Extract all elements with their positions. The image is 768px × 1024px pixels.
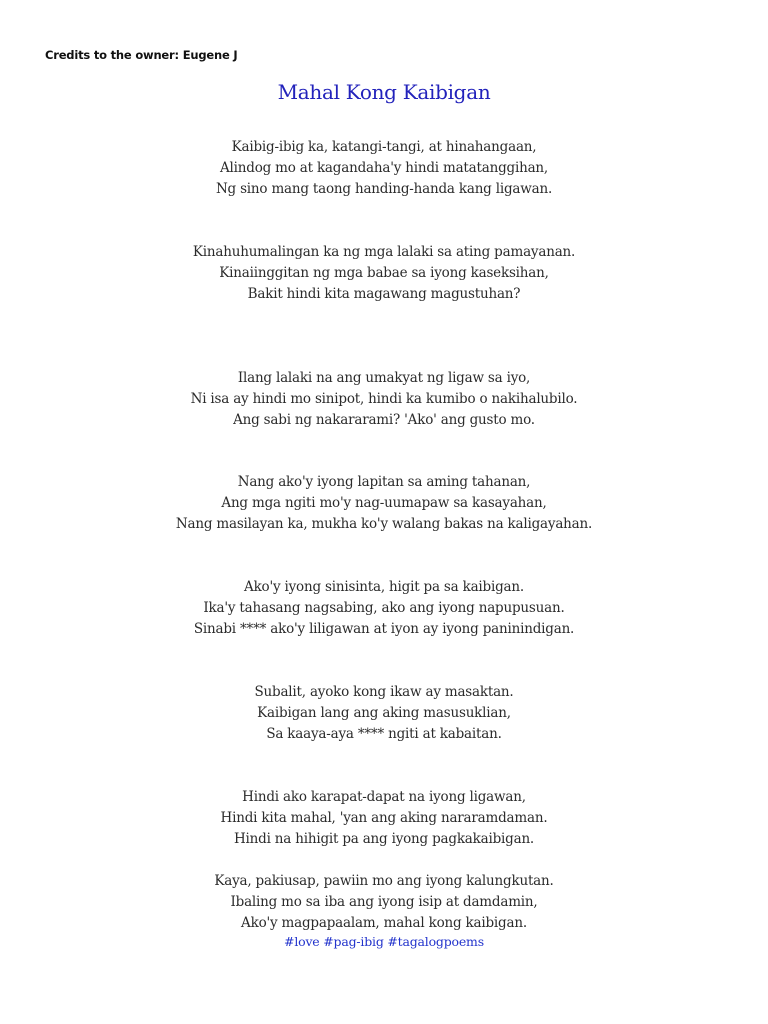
poem-line: Ika'y tahasang nagsabing, ako ang iyong napupusuan. — [203, 600, 565, 616]
poem-line: Sinabi **** ako'y liligawan at iyon ay iyong paninindigan. — [193, 621, 575, 637]
poem-line: Hindi ako karapat-dapat na iyong ligawan, — [242, 789, 526, 805]
poem-line: Sa kaaya-aya **** ngiti at kabaitan. — [266, 726, 502, 742]
poem-line: Nang masilayan ka, mukha ko'y walang bakas na kaligayahan. — [175, 516, 593, 532]
stanza-8 — [0, 871, 768, 934]
stanza-3 — [0, 368, 768, 431]
poem-line: Ibaling mo sa iba ang iyong isip at damdamin, — [230, 894, 538, 910]
poem-title: Mahal Kong Kaibigan — [277, 80, 491, 104]
stanza-2 — [0, 242, 768, 305]
poem-line: Ako'y magpapaalam, mahal kong kaibigan. — [241, 915, 527, 931]
poem-line: Subalit, ayoko kong ikaw ay masaktan. — [254, 684, 514, 700]
poem-line: Bakit hindi kita magawang magustuhan? — [247, 286, 521, 302]
stanza-4 — [0, 472, 768, 535]
poem-line: Ang sabi ng nakararami? 'Ako' ang gusto mo. — [233, 412, 535, 428]
poem-line: Kinaiinggitan ng mga babae sa iyong kaseksihan, — [219, 265, 549, 281]
stanza-6 — [0, 682, 768, 745]
poem-line: Alindog mo at kagandaha'y hindi matatanggihan, — [219, 160, 549, 176]
stanza-1 — [0, 137, 768, 200]
poem-line: Ang mga ngiti mo'y nag-uumapaw sa kasayahan, — [221, 495, 547, 511]
poem-line: Ng sino mang taong handing-handa kang ligawan. — [215, 181, 553, 197]
poem-line: Hindi kita mahal, 'yan ang aking nararamdaman. — [220, 810, 548, 826]
poem-line: Ni isa ay hindi mo sinipot, hindi ka kumibo o nakihalubilo. — [190, 391, 578, 407]
stanza-5 — [0, 577, 768, 640]
poem-line: Kaibig-ibig ka, katangi-tangi, at hinahangaan, — [231, 139, 537, 155]
poem-line: Kaya, pakiusap, pawiin mo ang iyong kalungkutan. — [214, 873, 554, 889]
poem-line: Kinahuhumalingan ka ng mga lalaki sa ating pamayanan. — [192, 244, 576, 260]
stanza-7 — [0, 787, 768, 850]
poem-line: Nang ako'y iyong lapitan sa aming tahanan, — [237, 474, 531, 490]
poem-line: Kaibigan lang ang aking masusuklian, — [257, 705, 511, 721]
poem-line: Ako'y iyong sinisinta, higit pa sa kaibigan. — [244, 579, 524, 595]
poem-line: Hindi na hihigit pa ang iyong pagkakaibigan. — [233, 831, 535, 847]
poem-line: Ilang lalaki na ang umakyat ng ligaw sa iyo, — [237, 370, 531, 386]
credits-line: Credits to the owner: Eugene J — [45, 48, 238, 62]
hashtags-link[interactable]: #love #pag-ibig #tagalogpoems — [284, 934, 484, 949]
